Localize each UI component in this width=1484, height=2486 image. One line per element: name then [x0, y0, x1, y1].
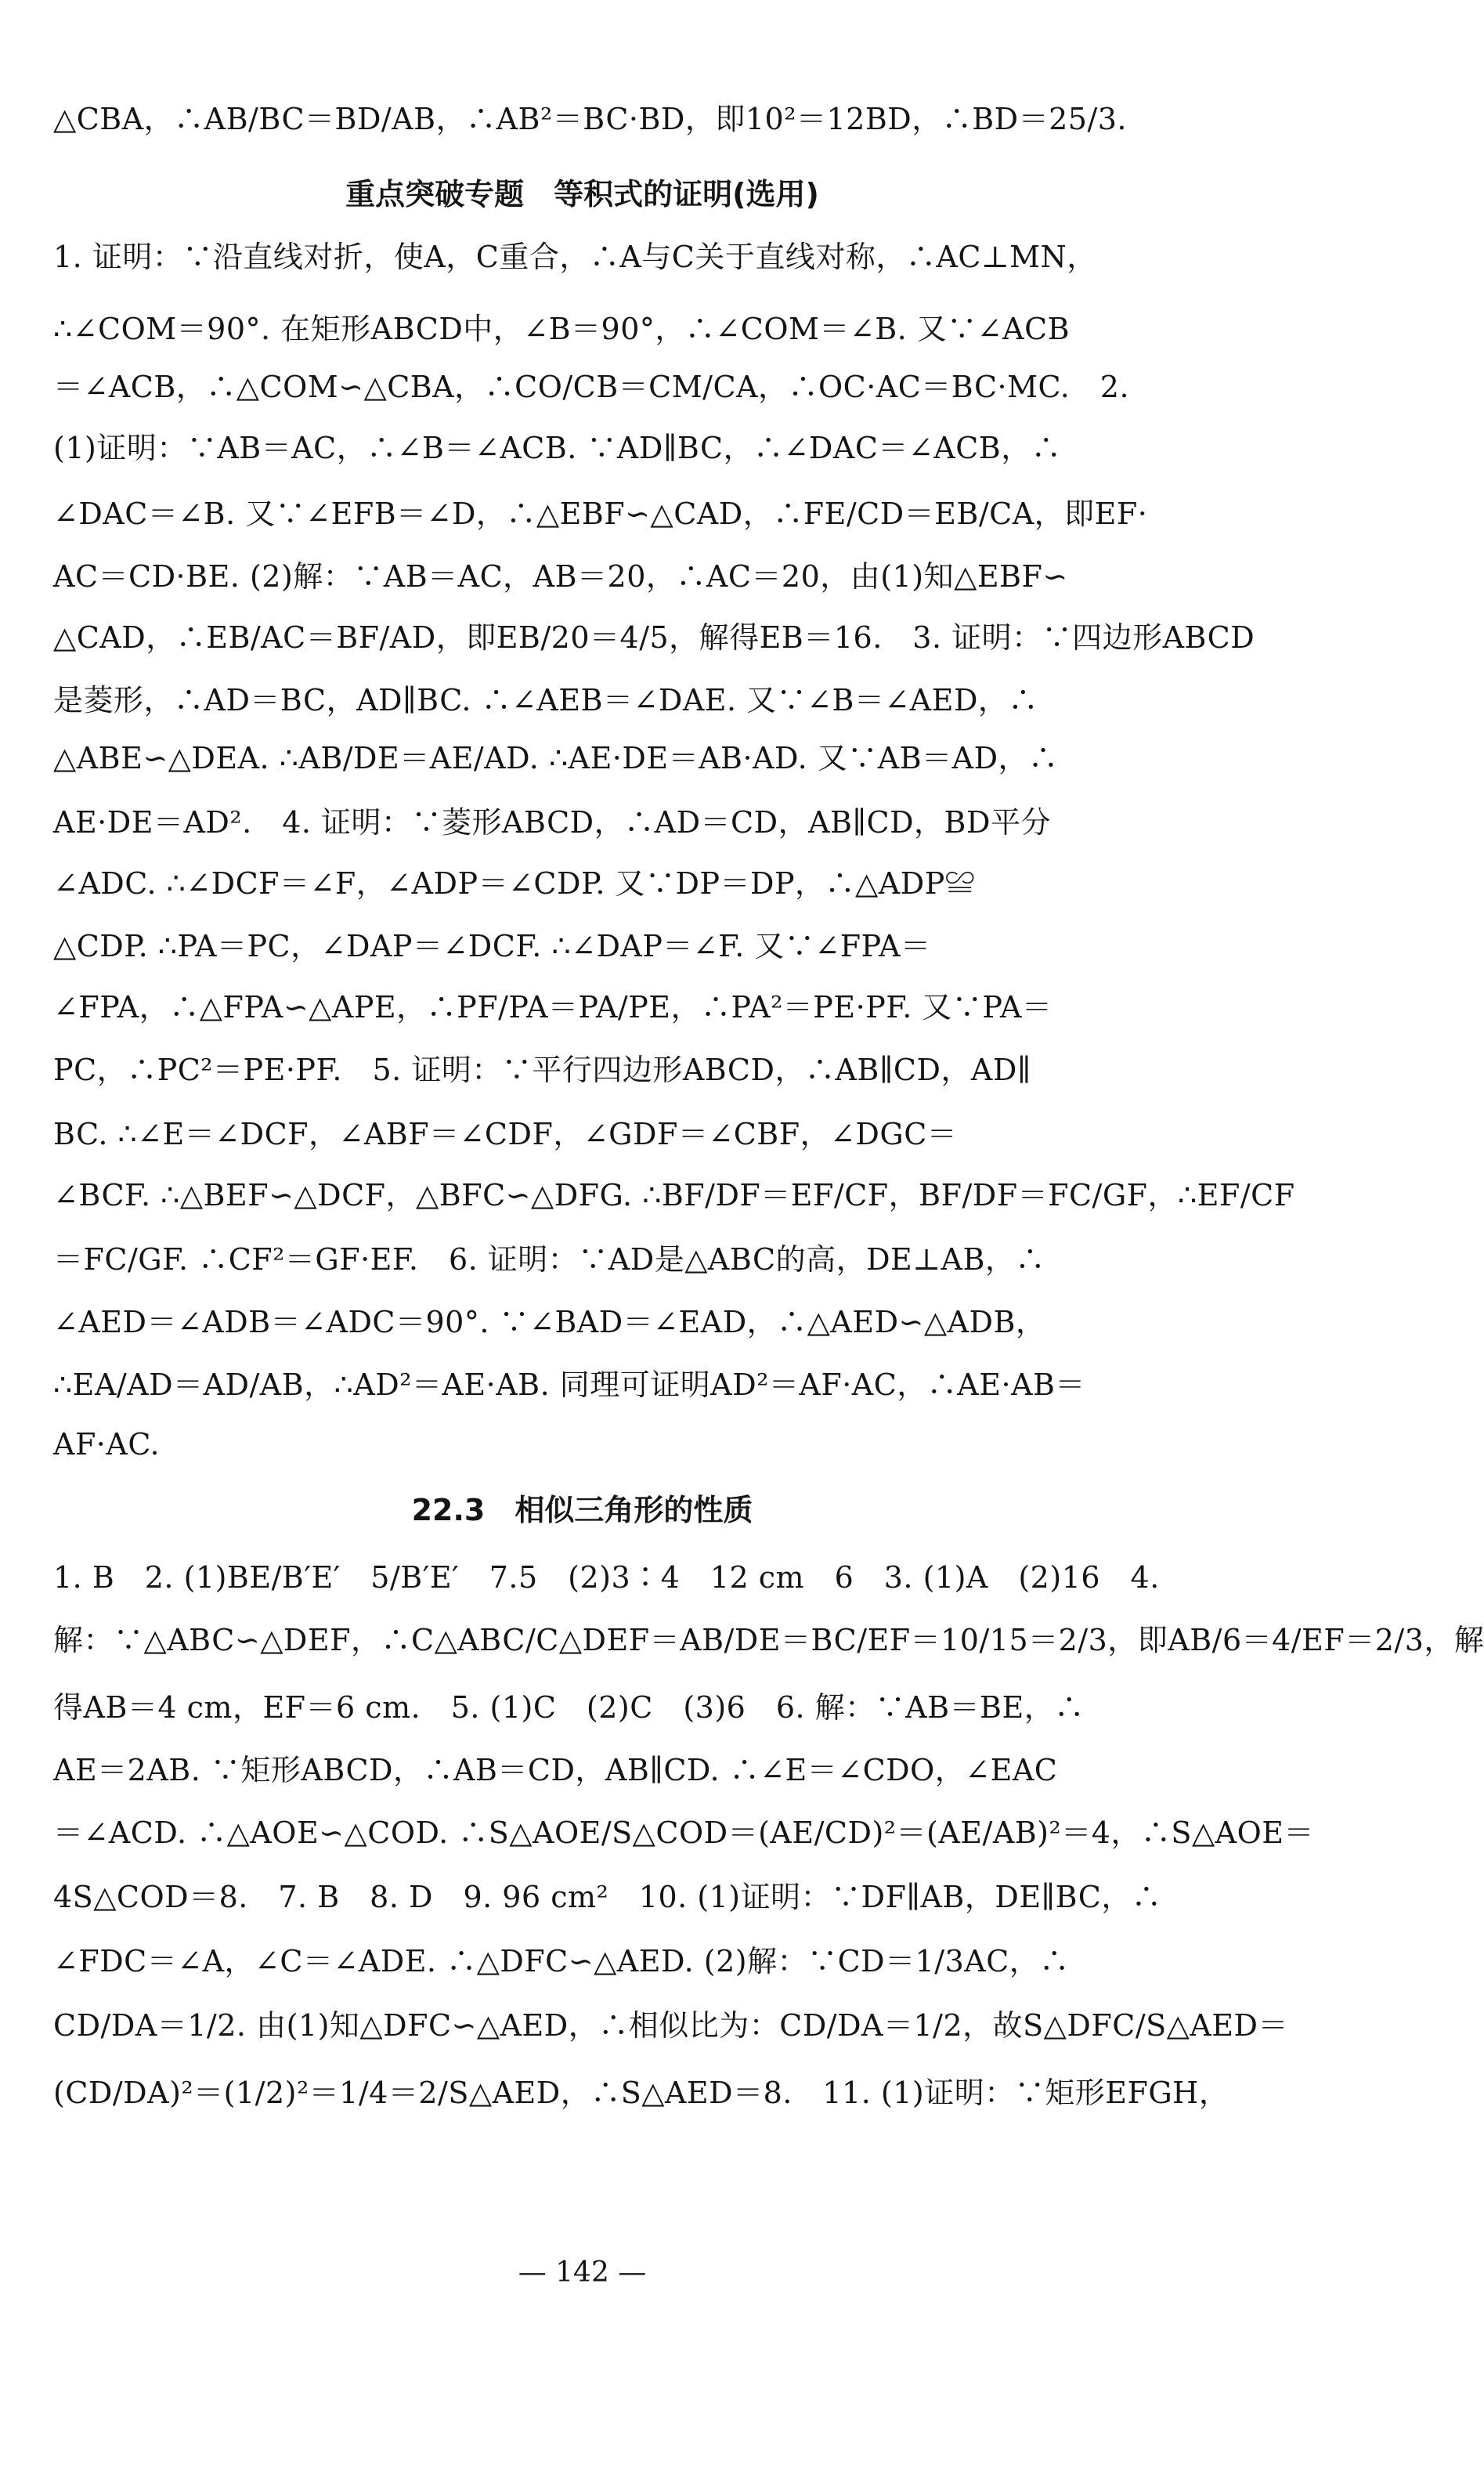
text-line: ∠ADC. ∴∠DCF＝∠F，∠ADP＝∠CDP. 又∵DP＝DP，∴△ADP≌ — [53, 866, 976, 901]
text-line: 1. 证明：∵沿直线对折，使A，C重合，∴A与C关于直线对称，∴AC⊥MN， — [53, 240, 1097, 274]
text-line: △ABE∽△DEA. ∴AB/DE＝AE/AD. ∴AE·DE＝AB·AD. 又∵AB＝AD，∴ — [53, 741, 1059, 775]
text-line: 解：∵△ABC∽△DEF，∴C△ABC/C△DEF＝AB/DE＝BC/EF＝10/15＝2/3，即AB/6＝4/EF＝2/3，解 — [53, 1623, 1484, 1657]
text-line: 是菱形，∴AD＝BC，AD∥BC. ∴∠AEB＝∠DAE. 又∵∠B＝∠AED，∴ — [53, 683, 1038, 717]
text-line: △CAD，∴EB/AC＝BF/AD，即EB/20＝4/5，解得EB＝16. 3. 证明：∵四边形ABCD — [53, 620, 1255, 655]
text-line: (CD/DA)²＝(1/2)²＝1/4＝2/S△AED，∴S△AED＝8. 11. (1)证明：∵矩形EFGH， — [53, 2076, 1229, 2110]
text-line: ∴∠COM＝90°. 在矩形ABCD中，∠B＝90°，∴∠COM＝∠B. 又∵∠ACB — [53, 312, 1071, 346]
text-line: △CDP. ∴PA＝PC，∠DAP＝∠DCF. ∴∠DAP＝∠F. 又∵∠FPA＝ — [53, 929, 931, 963]
text-line: ∠BCF. ∴△BEF∽△DCF，△BFC∽△DFG. ∴BF/DF＝EF/CF，BF/DF＝FC/GF，∴EF/CF — [53, 1178, 1295, 1212]
text-line: 4S△COD＝8. 7. B 8. D 9. 96 cm² 10. (1)证明：∵DF∥AB，DE∥BC，∴ — [53, 1880, 1162, 1914]
text-line: ∠AED＝∠ADB＝∠ADC＝90°. ∵∠BAD＝∠EAD，∴△AED∽△ADB， — [53, 1305, 1046, 1339]
section-heading: 22.3 相似三角形的性质 — [411, 1493, 753, 1527]
text-line: AC＝CD·BE. (2)解：∵AB＝AC，AB＝20，∴AC＝20，由(1)知△EBF∽ — [53, 559, 1068, 594]
text-line: CD/DA＝1/2. 由(1)知△DFC∽△AED，∴相似比为：CD/DA＝1/2，故S△DFC/S△AED＝ — [53, 2008, 1289, 2043]
text-line: ＝FC/GF. ∴CF²＝GF·EF. 6. 证明：∵AD是△ABC的高，DE⊥AB，∴ — [53, 1242, 1045, 1277]
text-line: ∠FDC＝∠A，∠C＝∠ADE. ∴△DFC∽△AED. (2)解：∵CD＝1/3AC，∴ — [53, 1944, 1070, 1978]
text-line: 1. B 2. (1)BE/B′E′ 5/B′E′ 7.5 (2)3∶4 12 cm 6 3. (1)A (2)16 4. — [53, 1560, 1160, 1595]
text-line: AE·DE＝AD². 4. 证明：∵菱形ABCD，∴AD＝CD，AB∥CD，BD平分 — [53, 805, 1051, 840]
text-line: ＝∠ACB，∴△COM∽△CBA，∴CO/CB＝CM/CA，∴OC·AC＝BC·MC. 2. — [53, 370, 1130, 404]
text-line: BC. ∴∠E＝∠DCF，∠ABF＝∠CDF，∠GDF＝∠CBF，∠DGC＝ — [53, 1117, 958, 1151]
text-line: ∴EA/AD＝AD/AB，∴AD²＝AE·AB. 同理可证明AD²＝AF·AC，∴AE·AB＝ — [53, 1368, 1085, 1402]
text-line: ∠FPA，∴△FPA∽△APE，∴PF/PA＝PA/PE，∴PA²＝PE·PF. 又∵PA＝ — [53, 990, 1053, 1024]
text-line: ＝∠ACD. ∴△AOE∽△COD. ∴S△AOE/S△COD＝(AE/CD)²＝(AE/AB)²＝4，∴S△AOE＝ — [53, 1816, 1315, 1850]
text-line: PC，∴PC²＝PE·PF. 5. 证明：∵平行四边形ABCD，∴AB∥CD，AD∥ — [53, 1053, 1031, 1087]
text-line: (1)证明：∵AB＝AC，∴∠B＝∠ACB. ∵AD∥BC，∴∠DAC＝∠ACB，∴ — [53, 431, 1062, 465]
text-line: AF·AC. — [53, 1427, 161, 1462]
text-line: AE＝2AB. ∵矩形ABCD，∴AB＝CD，AB∥CD. ∴∠E＝∠CDO，∠EAC — [53, 1753, 1058, 1787]
page-number: — 142 — — [518, 2257, 647, 2289]
text-line: 得AB＝4 cm，EF＝6 cm. 5. (1)C (2)C (3)6 6. 解：∵AB＝BE，∴ — [53, 1690, 1085, 1725]
text-line: ∠DAC＝∠B. 又∵∠EFB＝∠D，∴△EBF∽△CAD，∴FE/CD＝EB/CA，即EF· — [53, 497, 1148, 531]
section-heading: 重点突破专题 等积式的证明(选用) — [345, 177, 819, 211]
text-line: △CBA，∴AB/BC＝BD/AB，∴AB²＝BC·BD，即10²＝12BD，∴BD＝25/3. — [53, 102, 1128, 136]
